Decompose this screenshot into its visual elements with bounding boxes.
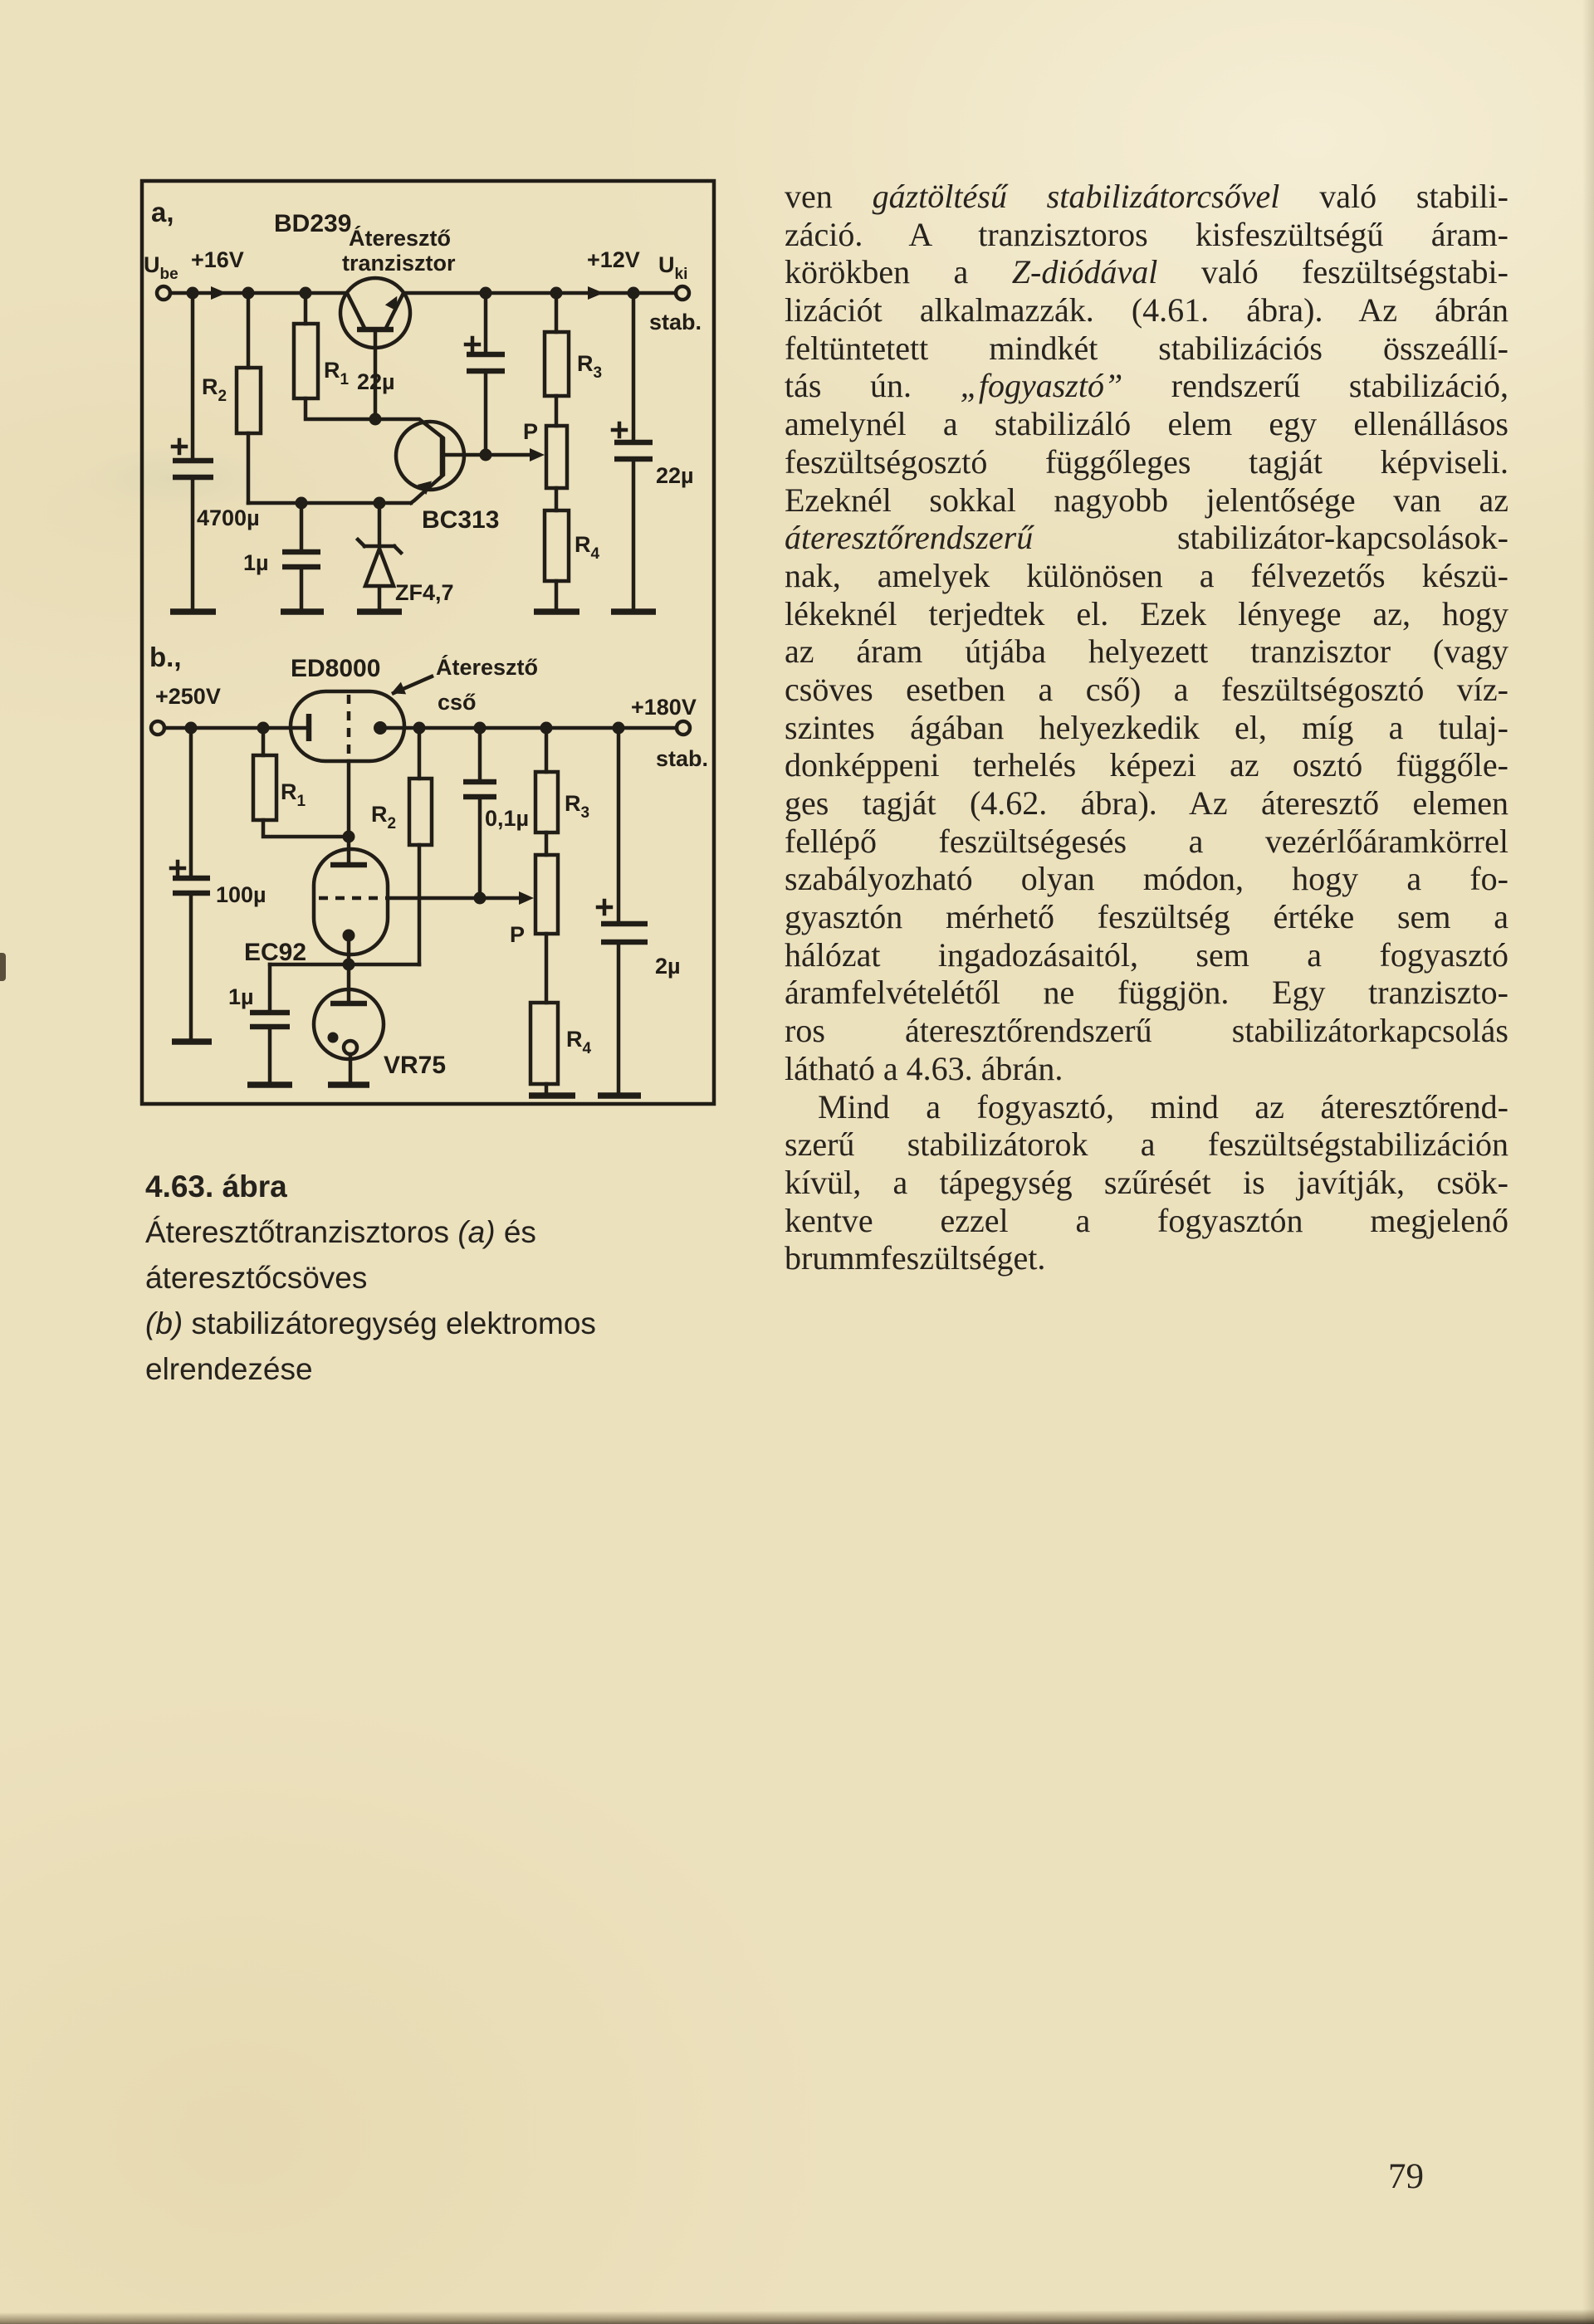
capacitor-22u-out (614, 442, 653, 459)
text-line: látható a 4.63. ábrán. (785, 1049, 1063, 1087)
label-ed8000: ED8000 (291, 655, 381, 682)
text-line: szabályozható olyan módon, hogy a fo- (785, 860, 1508, 898)
resistor-r2-b (409, 779, 432, 845)
label-pass-role-1: Áteresztő (349, 226, 452, 251)
resistor-r4-b (531, 1003, 558, 1084)
text-line: lékeknél terjedtek el. Ezek lényege az, hogy (785, 594, 1508, 632)
panel-label-a: a, (151, 197, 174, 227)
potentiometer-b (535, 855, 558, 934)
text-line: nak, amelyek különösen a félvezetős készü- (785, 556, 1508, 594)
label-pass-role-2-b: cső (438, 690, 477, 715)
label-v-out-b: +180V (631, 695, 697, 720)
label-c-in-b: 100µ (216, 882, 266, 907)
figure-4-63 (139, 178, 716, 1106)
text-line: körökben a Z-diódával való feszültségstabi- (785, 253, 1508, 291)
tube-vr75 (314, 989, 384, 1085)
figure-border (142, 181, 714, 1104)
wiper-arrow-icon (519, 891, 534, 905)
text-line: donképpeni terhelés képezi az osztó függőle- (785, 746, 1508, 784)
text-line: az áram útjába helyezett tranzisztor (vagy (785, 632, 1508, 671)
transistor-bd239 (340, 278, 410, 419)
label-r4-b: $R_4$ (566, 1027, 592, 1057)
label-r3-b: $R_3$ (565, 791, 590, 822)
label-c-small-a: 1µ (243, 550, 269, 575)
current-arrow-icon (211, 286, 227, 300)
text-line: amelynél a stabilizáló elem egy ellenállásos (785, 405, 1508, 443)
wiper-arrow-icon (530, 448, 545, 461)
label-pass-role-1-b: Áteresztő (436, 655, 539, 680)
text-line: feszültségosztó függőleges tagját képviseli. (785, 442, 1508, 481)
tube-ec92 (314, 849, 388, 1003)
capacitor-1u-b (250, 1013, 290, 1027)
output-terminal-a (676, 286, 689, 300)
text-line: hálózat ingadozásaitól, sem a fogyasztó (785, 935, 1508, 974)
label-stab-a: stab. (649, 310, 702, 334)
panel-label-b: b., (149, 642, 182, 672)
label-pass-role-2: tranzisztor (342, 251, 456, 276)
text-line: csöves esetben a cső) a feszültségosztó víz- (785, 670, 1508, 708)
label-stab-b: stab. (656, 746, 709, 771)
input-terminal-a (157, 286, 170, 300)
input-terminal-b (151, 721, 164, 735)
text-line: szintes ágában helyezkedik el, míg a tulaj- (785, 708, 1508, 746)
label-u-in: $U_{be}$ (144, 252, 178, 283)
caption-line: Áteresztőtranzisztoros (a) és áteresztőcsöves (145, 1215, 536, 1295)
text-line: Ezeknél sokkal nagyobb jelentősége van az (785, 481, 1508, 519)
label-r2-b: $R_2$ (371, 802, 397, 832)
label-r4-a: $R_4$ (575, 532, 600, 563)
resistor-r3-b (535, 772, 558, 832)
output-terminal-b (677, 721, 690, 735)
article-column (785, 178, 1508, 1277)
capacitor-01u (463, 782, 496, 797)
label-c-small-b: 1µ (228, 984, 254, 1009)
label-vr75: VR75 (384, 1052, 447, 1079)
label-c-mid-a: 22µ (357, 369, 395, 394)
text-line: kívül, a tápegység szűrését is javítják, csök- (785, 1163, 1508, 1201)
caption-line: (b) stabilizátoregység elektromos elrendezése (145, 1306, 596, 1386)
scan-edge-nick (0, 953, 6, 981)
resistor-r3-a (545, 332, 569, 396)
capacitor-22u-mid (467, 354, 505, 371)
figure-caption (145, 1164, 760, 1392)
text-line: ros áteresztőrendszerű stabilizátorkapcsolás (785, 1012, 1508, 1050)
text-line: ven gáztöltésű stabilizátorcsővel való stabili- (785, 178, 1508, 215)
label-u-out: $U_{ki}$ (658, 252, 688, 283)
resistor-r4-a (545, 510, 569, 581)
text-line: áramfelvételétől ne függjön. Egy tranziszto- (785, 974, 1508, 1012)
label-bc313: BC313 (422, 506, 500, 534)
label-ec92: EC92 (244, 939, 307, 966)
label-c-in-a: 4700µ (197, 505, 260, 530)
label-c-out-a: 22µ (656, 463, 694, 488)
label-r2-a: $R_2$ (202, 374, 227, 405)
capacitor-2u (601, 924, 648, 942)
label-pot-a: P (523, 419, 539, 444)
page-number: 79 (1388, 2157, 1424, 2196)
resistor-r1-a (294, 324, 318, 398)
label-v-in-b: +250V (155, 684, 221, 709)
capacitor-1u-a (282, 552, 320, 567)
label-r1-a: $R_1$ (324, 358, 350, 388)
text-line: tás ún. „fogyasztó” rendszerű stabilizáció, (785, 367, 1508, 405)
scan-edge-right (1582, 0, 1594, 2324)
scan-edge-bottom (0, 2309, 1594, 2324)
label-r1-b: $R_1$ (281, 779, 306, 810)
text-line: gyasztón mérhető feszültség értéke sem a (785, 898, 1508, 936)
label-c-out-b: 2µ (655, 954, 681, 979)
text-line: brummfeszültséget. (785, 1239, 1046, 1277)
text-line: áteresztőrendszerű stabilizátor-kapcsolások- (785, 519, 1508, 557)
label-r3-a: $R_3$ (577, 351, 603, 382)
resistor-r1-b (253, 755, 276, 820)
label-v-out: +12V (587, 247, 640, 272)
text-line: Mind a fogyasztó, mind az áteresztőrend- (818, 1087, 1508, 1125)
label-v-in: +16V (191, 247, 244, 272)
text-line: lizációt alkalmazzák. (4.61. ábra). Az ábrán (785, 291, 1508, 330)
text-line: fellépő feszültségesés a vezérlőáramkörrel (785, 822, 1508, 860)
label-zener: ZF4,7 (395, 580, 454, 605)
capacitor-4700u (173, 461, 213, 477)
capacitor-100u (173, 878, 210, 893)
label-c-mid-b: 0,1µ (485, 806, 530, 831)
text-line: ges tagját (4.62. ábra). Az áteresztő elemen (785, 784, 1508, 822)
text-line: feltüntetett mindkét stabilizációs összeállí- (785, 329, 1508, 367)
label-bd239: BD239 (274, 210, 352, 237)
resistor-r2-a (237, 368, 261, 433)
circuit-b (149, 642, 708, 1096)
current-arrow-icon (588, 286, 604, 300)
potentiometer-a (546, 426, 567, 488)
label-pot-b: P (510, 922, 526, 947)
circuit-a (144, 197, 702, 612)
text-line: kentve ezzel a fogyasztón megjelenő (785, 1201, 1508, 1239)
text-line: záció. A tranzisztoros kisfeszültségű áram- (785, 215, 1508, 253)
caption-title: 4.63. ábra (145, 1169, 287, 1204)
text-line: szerű stabilizátorok a feszültségstabilizáción (785, 1125, 1508, 1164)
